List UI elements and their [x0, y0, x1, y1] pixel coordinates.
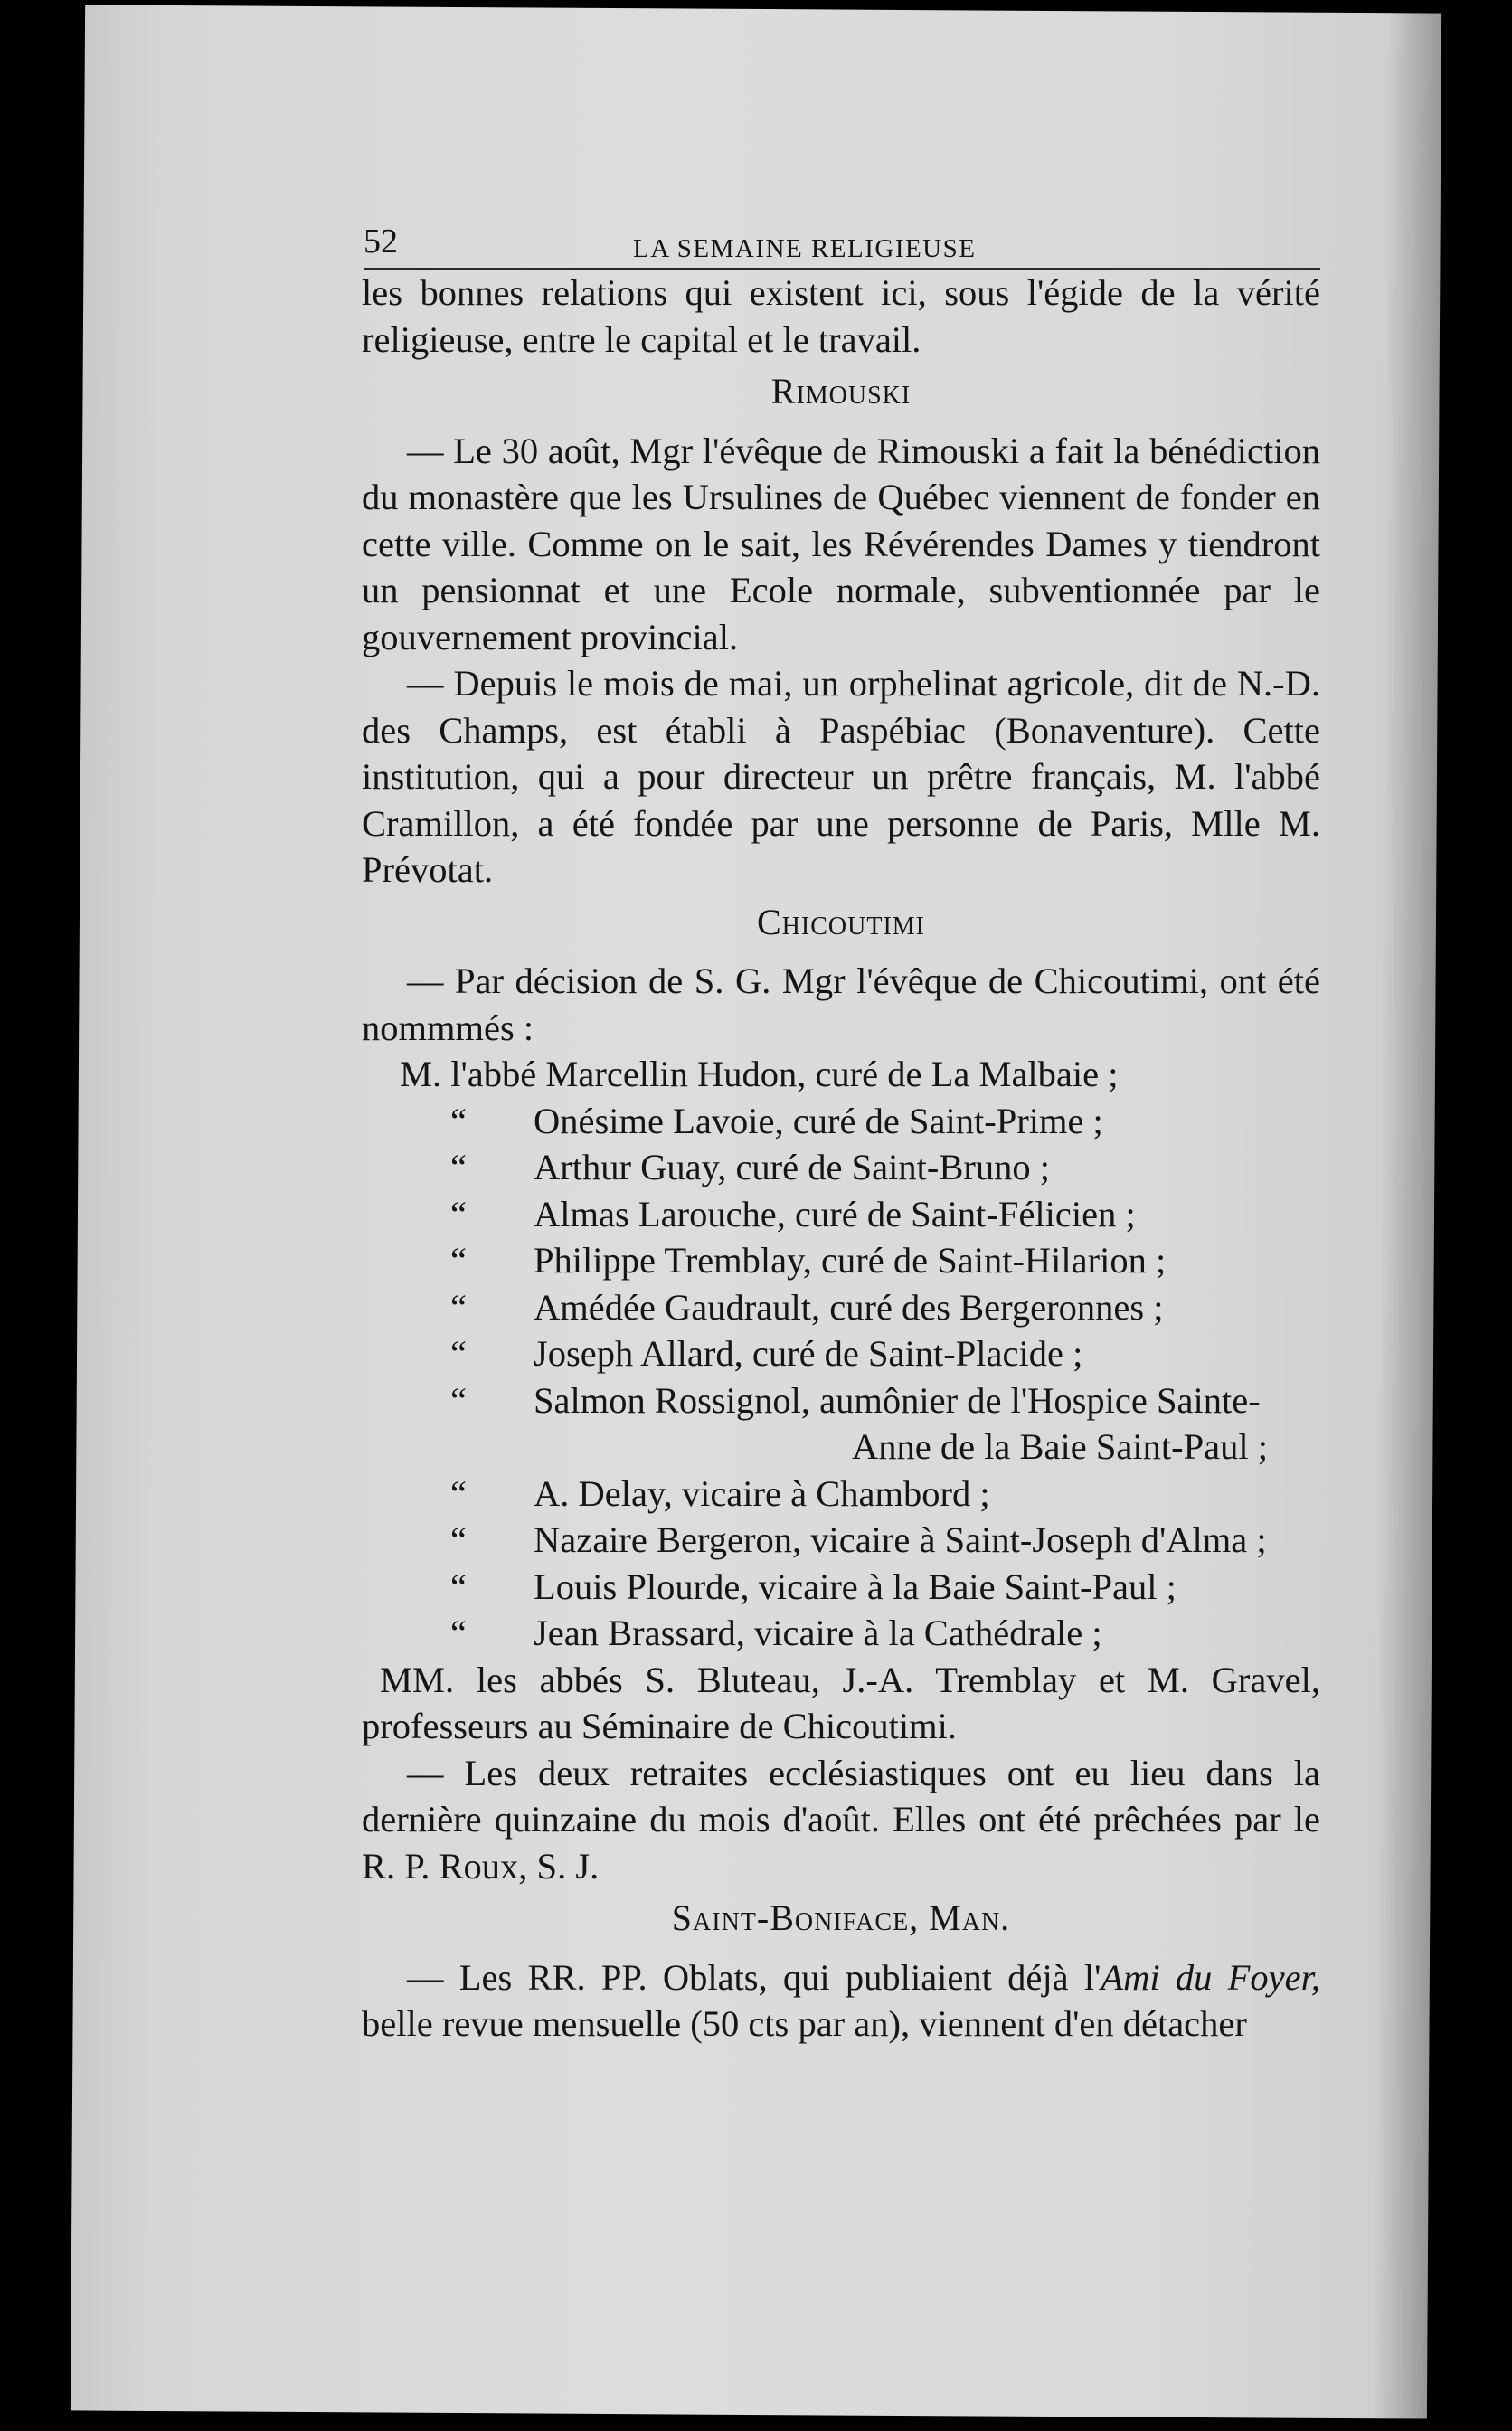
appointment-text: Almas Larouche, curé de Saint-Félicien ;	[534, 1193, 1136, 1234]
saint-boniface-paragraph-1	[362, 1954, 1320, 2048]
saint-boniface-text-2: belle revue mensuelle (50 cts par an), viennent d'en détacher	[362, 2003, 1247, 2044]
ditto-mark: “	[450, 1193, 467, 1234]
appointment-text: Amédée Gaudrault, curé des Bergeronnes ;	[534, 1286, 1164, 1328]
appointment-text: Louis Plourde, vicaire à la Baie Saint-Paul ;	[534, 1565, 1177, 1607]
ditto-mark: “	[450, 1379, 467, 1421]
list-item	[362, 1237, 1320, 1284]
page-content	[262, 213, 1320, 2048]
ditto-mark: “	[450, 1613, 467, 1653]
publication-title: Ami du Foyer,	[1101, 1956, 1320, 1998]
page-number: 52	[364, 222, 398, 260]
appointment-text: Jean Brassard, vicaire à la Cathédrale ;	[534, 1613, 1102, 1653]
list-item	[362, 1610, 1320, 1657]
section-title-chicoutimi: Chicoutimi	[757, 901, 925, 942]
chicoutimi-paragraph-3: — Les deux retraites ecclésiastiques ont eu lieu dans la dernière quinzaine du mois d'août. Elles ont été prêchées par le R. P. Roux, S. J.	[362, 1752, 1320, 1887]
chicoutimi-paragraph-2: MM. les abbés S. Bluteau, J.-A. Tremblay et M. Gravel, professeurs au Séminaire de Chicoutimi.	[362, 1659, 1320, 1746]
list-item	[362, 1191, 1320, 1238]
list-item	[362, 1377, 1320, 1424]
body-text	[362, 270, 1320, 2048]
appointment-text: Arthur Guay, curé de Saint-Bruno ;	[534, 1147, 1050, 1187]
appointment-list	[362, 1098, 1320, 1657]
appointment-text: A. Delay, vicaire à Chambord ;	[534, 1472, 990, 1514]
saint-boniface-text-1: — Les RR. PP. Oblats, qui publiaient déjà l'	[407, 1956, 1101, 1998]
appointment-text: Onésime Lavoie, curé de Saint-Prime ;	[534, 1100, 1103, 1141]
appointment-first: M. l'abbé Marcellin Hudon, curé de La Malbaie ;	[400, 1054, 1119, 1094]
list-item	[362, 1144, 1320, 1191]
section-title-rimouski: Rimouski	[770, 371, 912, 411]
appointment-continuation: Anne de la Baie Saint-Paul ;	[851, 1426, 1268, 1467]
appointment-text: Philippe Tremblay, curé de Saint-Hilarion ;	[534, 1240, 1167, 1281]
page-header	[262, 213, 1320, 263]
rimouski-paragraph-2: — Depuis le mois de mai, un orphelinat agricole, dit de N.-D. des Champs, est établi à Paspébiac (Bonaventure). Cette institution, qui a pour directeur un prêtre français, M. l'abbé Cramillon, a été fondée par une personne de Paris, Mlle M. Prévotat.	[362, 663, 1320, 890]
appointment-text: Nazaire Bergeron, vicaire à Saint-Joseph d'Alma ;	[534, 1519, 1267, 1560]
ditto-mark: “	[450, 1519, 467, 1560]
ditto-mark: “	[450, 1565, 467, 1607]
ditto-mark: “	[450, 1286, 467, 1328]
ditto-mark: “	[450, 1100, 467, 1141]
rimouski-paragraph-1: — Le 30 août, Mgr l'évêque de Rimouski a fait la bénédiction du monastère que les Ursulines de Québec viennent de fonder en cette ville. Comme on le sait, les Révérendes Dames y tiendront un pensionnat et une Ecole normale, subventionnée par le gouvernement provincial.	[362, 430, 1320, 657]
list-item	[362, 1471, 1320, 1518]
page-gutter-shadow	[1373, 13, 1441, 2418]
ditto-mark: “	[450, 1333, 467, 1374]
chicoutimi-paragraph-1: — Par décision de S. G. Mgr l'évêque de Chicoutimi, ont été nommmés :	[362, 960, 1320, 1048]
list-item	[362, 1284, 1320, 1331]
list-item	[362, 1564, 1320, 1611]
running-head: LA SEMAINE RELIGIEUSE	[633, 234, 977, 263]
appointment-text: Salmon Rossignol, aumônier de l'Hospice Sainte-	[534, 1379, 1261, 1421]
appointment-text: Joseph Allard, curé de Saint-Placide ;	[534, 1333, 1083, 1374]
ditto-mark: “	[450, 1472, 467, 1514]
list-item	[362, 1330, 1320, 1377]
list-item	[362, 1517, 1320, 1564]
ditto-mark: “	[450, 1147, 467, 1187]
list-item	[362, 1098, 1320, 1145]
ditto-mark: “	[450, 1240, 467, 1281]
section-title-saint-boniface: Saint-Boniface, Man.	[671, 1897, 1011, 1938]
intro-paragraph: les bonnes relations qui existent ici, sous l'égide de la vérité religieuse, entre le capital et le travail.	[362, 272, 1320, 360]
